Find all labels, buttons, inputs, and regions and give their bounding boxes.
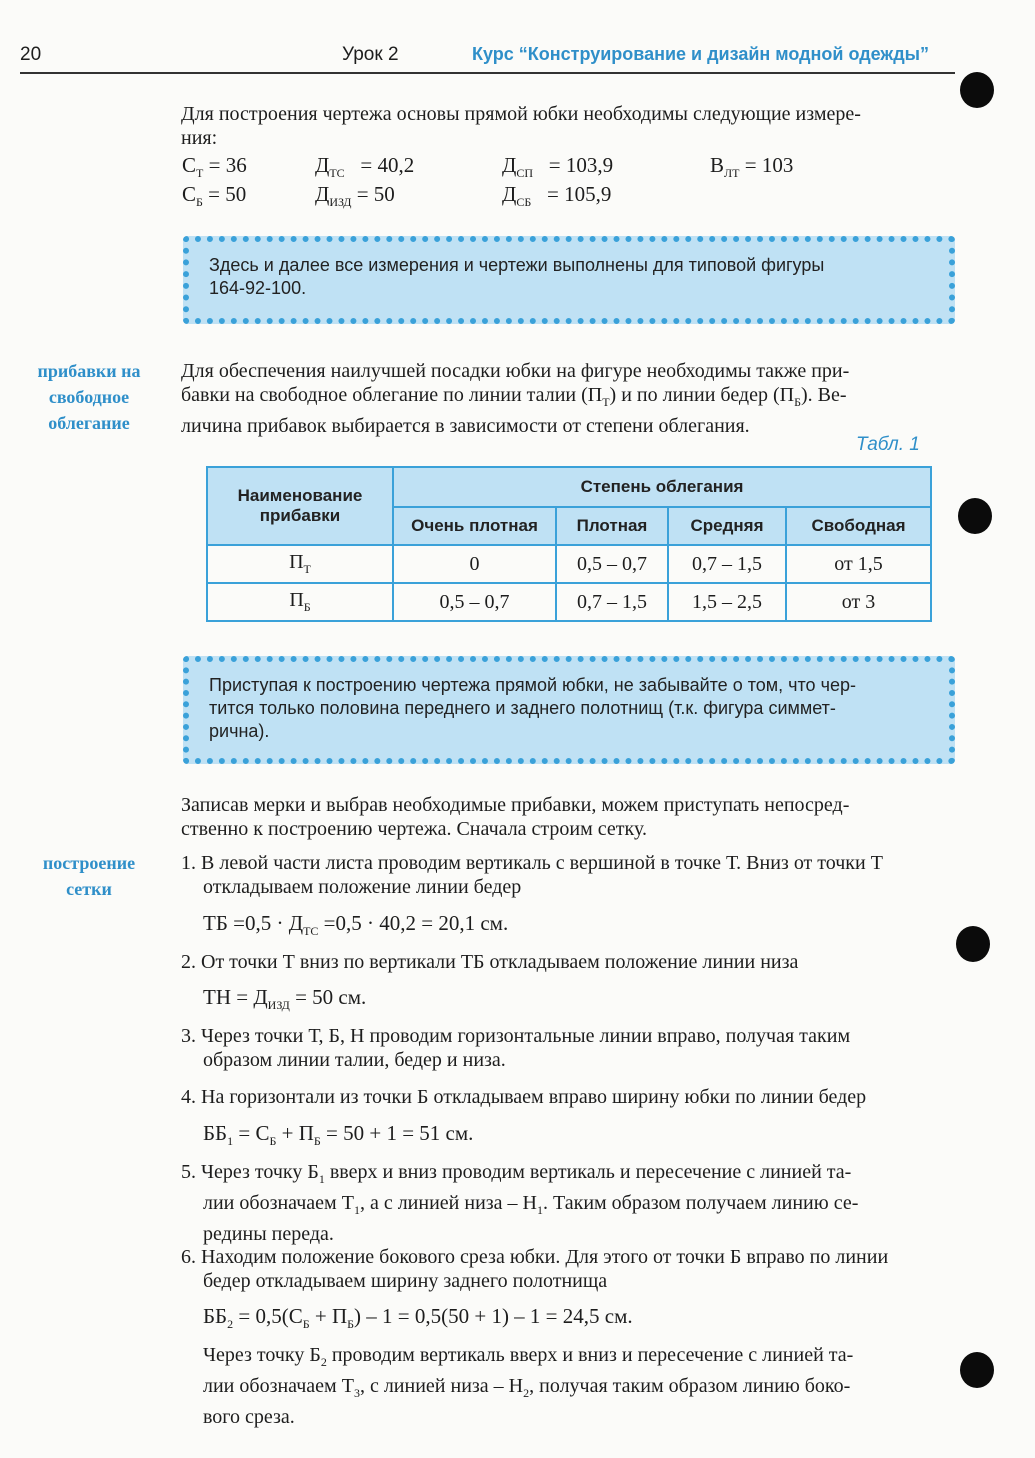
measurement-sb: $С_Б = 50$ — [182, 182, 247, 210]
note-box-figure: Здесь и далее все измерения и чертежи выполнены для типовой фигуры 164-92-100. — [183, 236, 955, 324]
grid-intro-paragraph: Записав мерки и выбрав необходимые прибавки, можем приступать непосред- ственно к построению чертежа. Сначала строим сетку. — [181, 794, 850, 840]
table-row: $П_Б$ 0,5 – 0,7 0,7 – 1,5 1,5 – 2,5 от 3 — [207, 583, 931, 621]
intro-paragraph: Для построения чертежа основы прямой юбки необходимы следующие измере- ния: — [181, 103, 861, 149]
measurement-st: $С_Т = 36$ — [182, 153, 247, 181]
formula-4: $ББ_1 = С_Б + П_Б = 50 + 1 = 51$ см. — [203, 1121, 474, 1149]
measurement-vlt: $В_{ЛТ} = 103$ — [710, 153, 794, 181]
page-number: 20 — [20, 44, 42, 65]
step-6: 6. Находим положение бокового среза юбки. Для этого от точки Б вправо по линии бедер откладываем ширину заднего полотнища — [181, 1246, 889, 1292]
binder-hole — [960, 1352, 994, 1388]
note-box-half-drawing: Приступая к построению чертежа прямой юбки, не забывайте о том, что чер- тится только половина переднего и заднего полотнищ (т.к. фигура симмет- рична). — [183, 656, 955, 764]
table-header-col: Свободная — [786, 507, 931, 545]
lesson-title: Урок 2 — [342, 44, 399, 65]
table-header-col: Средняя — [668, 507, 786, 545]
step-3: 3. Через точки Т, Б, Н проводим горизонтальные линии вправо, получая таким образом линии талии, бедер и низа. — [181, 1025, 851, 1071]
table-header-name: Наименование прибавки — [207, 467, 393, 545]
formula-6: $ББ_2 = 0,5(С_Б + П_Б) - 1 = 0,5(50 + 1) - 1 = 24,5$ см. — [203, 1304, 633, 1332]
step-5: 5. Через точку $Б_1$ вверх и вниз проводим вертикаль и пересечение с линией та- лии обозначаем $Т_1$, а с линией низа – $Н_1$. Таким образом получаем линию се- редины переда. — [181, 1161, 859, 1245]
table-caption: Табл. 1 — [856, 434, 920, 455]
side-label-grid: построение сетки — [42, 853, 136, 899]
step-4: 4. На горизонтали из точки Б откладываем вправо ширину юбки по линии бедер — [181, 1086, 867, 1108]
course-title: Курс “Конструирование и дизайн модной одежды” — [472, 44, 929, 64]
step-1: 1. В левой части листа проводим вертикаль с вершиной в точке Т. Вниз от точки Т откладываем положение линии бедер — [181, 852, 883, 898]
measurement-dsp: $Д_{СП}$ = 103,9 — [502, 153, 614, 181]
side-label-allowances: прибавки на свободное облегание — [37, 361, 141, 433]
measurement-dizd: $Д_{ИЗД} = 50$ — [315, 182, 395, 210]
header-rule — [20, 72, 955, 74]
allowances-paragraph: Для обеспечения наилучшей посадки юбки на фигуре необходимы также при- бавки на свободное облегание по линии талии $(П_Т)$ и по линии бедер $(П_Б)$. Ве- личина прибавок выбирается в зависимости от степени облегания. — [181, 360, 850, 437]
allowances-table — [206, 466, 932, 622]
table-header-col: Плотная — [556, 507, 668, 545]
step-6-continued: Через точку $Б_2$ проводим вертикаль вверх и вниз и пересечение с линией та- лии обозначаем $Т_3$, с линией низа – $Н_2$, получая таким образом линию боко- вого среза. — [203, 1344, 854, 1428]
formula-2: ТН = $Д_{ИЗД} = 50$ см. — [203, 985, 367, 1013]
binder-hole — [956, 926, 990, 962]
table-row: $П_Т$ 0 0,5 – 0,7 0,7 – 1,5 от 1,5 — [207, 545, 931, 583]
table-header-group: Степень облегания — [393, 467, 931, 507]
measurement-dts: $Д_{ТС}$ = 40,2 — [315, 153, 415, 181]
table-header-col: Очень плотная — [393, 507, 556, 545]
formula-1: ТБ $=0,5 \cdot Д_{ТС} =0,5 \cdot 40,2 = 20,1$ см. — [203, 911, 509, 939]
binder-hole — [958, 498, 992, 534]
step-2: 2. От точки Т вниз по вертикали ТБ откладываем положение линии низа — [181, 951, 799, 973]
binder-hole — [960, 72, 994, 108]
measurement-dsb: $Д_{СБ}$ = 105,9 — [502, 182, 612, 210]
